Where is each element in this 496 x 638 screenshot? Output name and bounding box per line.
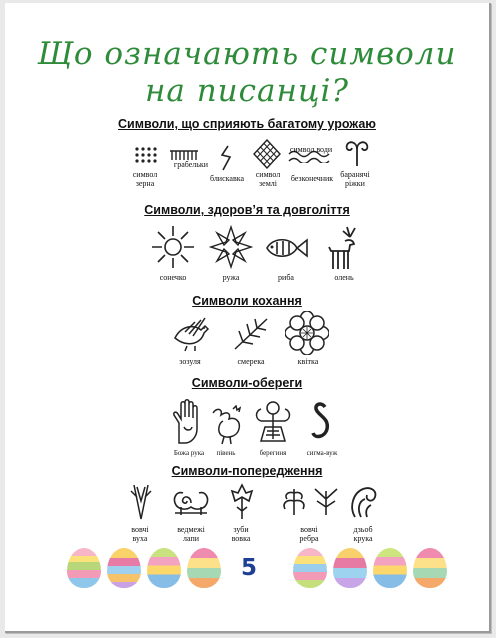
easter-egg-icon bbox=[373, 548, 407, 588]
easter-egg-icon bbox=[333, 548, 367, 588]
wolf-jaw-icon bbox=[229, 483, 255, 521]
label-deer: олень bbox=[334, 273, 354, 282]
label-sun: сонечко bbox=[159, 273, 187, 282]
label-sigma-snake: сигма-вуж bbox=[306, 449, 338, 457]
document-page bbox=[5, 3, 491, 633]
label-lightning: блискавка bbox=[209, 174, 245, 183]
cuckoo-bird-icon bbox=[171, 316, 217, 352]
label-berehynia: берегиня bbox=[259, 449, 287, 457]
label-flower: квітка bbox=[297, 357, 319, 366]
label-bear-paws-1: ведмежі bbox=[177, 525, 205, 534]
label-wolf-ribs-1: вовчі bbox=[300, 525, 318, 534]
berehynia-icon bbox=[251, 399, 295, 447]
label-rake: грабельки bbox=[173, 160, 209, 169]
sun-icon bbox=[151, 225, 195, 269]
label-rooster: півень bbox=[216, 449, 236, 457]
page-title-line-1: Що означають символи bbox=[37, 36, 457, 72]
label-wolf-teeth-2: вуха bbox=[132, 534, 148, 543]
label-infinity: безконечник bbox=[290, 174, 334, 183]
gods-hand-icon bbox=[171, 399, 205, 445]
label-wolf-jaw-1: зуби bbox=[233, 525, 249, 534]
flower-icon bbox=[285, 311, 329, 355]
fish-icon bbox=[263, 235, 309, 261]
label-spruce: смерека bbox=[237, 357, 265, 366]
section-heading-warning: Символи-попередження bbox=[171, 464, 323, 478]
page-title-line-2: на писанці? bbox=[144, 73, 350, 109]
label-fish: риба bbox=[278, 273, 294, 282]
easter-egg-icon bbox=[67, 548, 101, 588]
wolf-teeth-icon bbox=[127, 483, 155, 521]
label-grain: символ зерна bbox=[132, 170, 158, 188]
easter-egg-icon bbox=[293, 548, 327, 588]
wolf-ribs-icon bbox=[279, 487, 309, 517]
label-water-symbol: символ води bbox=[289, 145, 333, 154]
crow-beak-icon bbox=[347, 483, 381, 519]
label-crow-beak-2: крука bbox=[353, 534, 373, 543]
label-crow-beak-1: дзьоб bbox=[353, 525, 373, 534]
easter-egg-icon bbox=[107, 548, 141, 588]
spruce-branch-icon bbox=[231, 315, 271, 353]
ram-horns-icon bbox=[343, 139, 371, 167]
label-gods-hand: Божа рука bbox=[173, 449, 205, 457]
label-ram-horns: баранячі ріжки bbox=[340, 170, 370, 188]
label-bear-paws-2: лапи bbox=[183, 534, 199, 543]
lightning-icon bbox=[219, 145, 235, 171]
sigma-snake-icon bbox=[309, 401, 333, 445]
section-heading-love: Символи кохання bbox=[192, 294, 302, 308]
rooster-icon bbox=[209, 405, 245, 445]
label-cuckoo: зозуля bbox=[179, 357, 201, 366]
label-wolf-jaw-2: вовка bbox=[231, 534, 251, 543]
label-wolf-ribs-2: ребра bbox=[299, 534, 319, 543]
label-rose: ружа bbox=[222, 273, 240, 282]
easter-egg-icon bbox=[413, 548, 447, 588]
easter-egg-icon bbox=[187, 548, 221, 588]
symbol-earth-icon bbox=[253, 139, 281, 169]
section-heading-health: Символи, здоров’я та довголіття bbox=[144, 203, 350, 217]
wolf-ribs-2-icon bbox=[311, 487, 341, 517]
label-earth: символ землі bbox=[255, 170, 281, 188]
label-wolf-teeth-1: вовчі bbox=[131, 525, 149, 534]
page-number: 5 bbox=[241, 555, 258, 581]
bear-paws-icon bbox=[171, 489, 211, 517]
symbol-grain-icon bbox=[133, 145, 159, 167]
section-heading-harvest: Символи, що сприяють багатому урожаю bbox=[118, 117, 376, 131]
rose-star-icon bbox=[209, 225, 253, 269]
easter-egg-icon bbox=[147, 548, 181, 588]
deer-icon bbox=[323, 225, 363, 271]
section-heading-amulets: Символи-обереги bbox=[191, 376, 303, 390]
